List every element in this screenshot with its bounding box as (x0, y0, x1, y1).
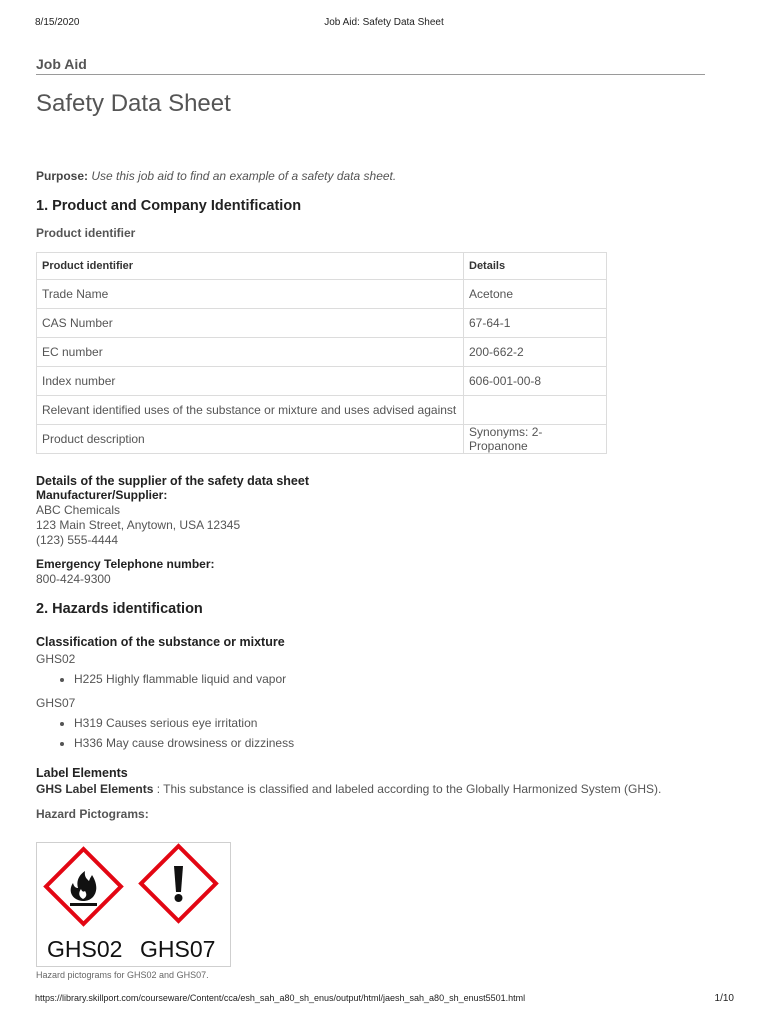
table-cell: Relevant identified uses of the substance or mixture and uses advised against (37, 396, 464, 425)
ghs-label-bold: GHS Label Elements (36, 782, 154, 796)
table-cell: 67-64-1 (464, 309, 607, 338)
pictograms-heading: Hazard Pictograms: (36, 807, 149, 821)
section-label: Job Aid (36, 56, 87, 72)
supplier-heading: Details of the supplier of the safety data sheet (36, 474, 309, 488)
classification-heading: Classification of the substance or mixture (36, 635, 285, 649)
hazard-list (36, 669, 286, 689)
table-cell: Index number (37, 367, 464, 396)
emergency-number: 800-424-9300 (36, 572, 111, 586)
table-header-row (37, 253, 607, 280)
section1-heading: 1. Product and Company Identification (36, 198, 302, 214)
table-cell: Product description (37, 425, 464, 454)
manufacturer-line: (123) 555-4444 (36, 533, 119, 547)
exclamation-mark-icon (141, 846, 216, 921)
ghs-code: GHS02 (36, 652, 76, 666)
purpose-label: Purpose: (36, 169, 89, 183)
table-row (37, 280, 607, 309)
pictogram-caption: Hazard pictograms for GHS02 and GHS07. (36, 970, 209, 980)
pictogram-label: GHS02 (47, 936, 123, 962)
table-cell: Acetone (464, 280, 607, 309)
label-elements-heading: Label Elements (36, 766, 128, 780)
print-page-number: 1/10 (714, 993, 734, 1004)
table-row (37, 338, 607, 367)
purpose-text: Use this job aid to find an example of a safety data sheet. (91, 169, 397, 183)
manufacturer-line: 123 Main Street, Anytown, USA 12345 (36, 518, 241, 532)
manufacturer-line: ABC Chemicals (36, 503, 121, 517)
list-item: • H225 Highly flammable liquid and vapor (74, 669, 286, 689)
header-divider (36, 74, 705, 75)
table-header-cell: Details (464, 253, 607, 280)
purpose-line (36, 169, 396, 183)
emergency-label: Emergency Telephone number: (36, 557, 215, 571)
page-title: Safety Data Sheet (36, 90, 231, 117)
table-cell: EC number (37, 338, 464, 367)
table-row (37, 396, 607, 425)
print-footer-url: https://library.skillport.com/courseware/Content/cca/esh_sah_a80_sh_enus/output/html/jaesh_sah_a80_sh_enust5501.html (35, 993, 526, 1003)
section2-heading: 2. Hazards identification (36, 601, 203, 617)
manufacturer-label: Manufacturer/Supplier: (36, 488, 168, 502)
print-date: 8/15/2020 (35, 17, 80, 28)
list-item: • H319 Causes serious eye irritation (74, 713, 294, 733)
print-title: Job Aid: Safety Data Sheet (324, 17, 444, 28)
product-identifier-subheading: Product identifier (36, 226, 136, 240)
pictogram-svg (37, 843, 230, 966)
print-header (35, 17, 733, 31)
list-item: • H336 May cause drowsiness or dizziness (74, 733, 294, 753)
ghs-label-elements (36, 782, 661, 796)
pictogram-label: GHS07 (140, 936, 216, 962)
table-row (37, 367, 607, 396)
hazard-pictograms-image (36, 842, 231, 967)
table-header-cell: Product identifier (37, 253, 464, 280)
ghs-code: GHS07 (36, 696, 76, 710)
ghs-label-text: : This substance is classified and labeled according to the Globally Harmonized System (GHS). (153, 782, 662, 796)
product-identifier-table (36, 252, 607, 454)
table-cell: Synonyms: 2-Propanone (464, 425, 607, 454)
table-row (37, 425, 607, 454)
flame-icon (46, 849, 121, 924)
table-cell: CAS Number (37, 309, 464, 338)
table-cell (464, 396, 607, 425)
table-row (37, 309, 607, 338)
table-cell: Trade Name (37, 280, 464, 309)
table-cell: 200-662-2 (464, 338, 607, 367)
hazard-list (36, 713, 294, 753)
table-cell: 606-001-00-8 (464, 367, 607, 396)
